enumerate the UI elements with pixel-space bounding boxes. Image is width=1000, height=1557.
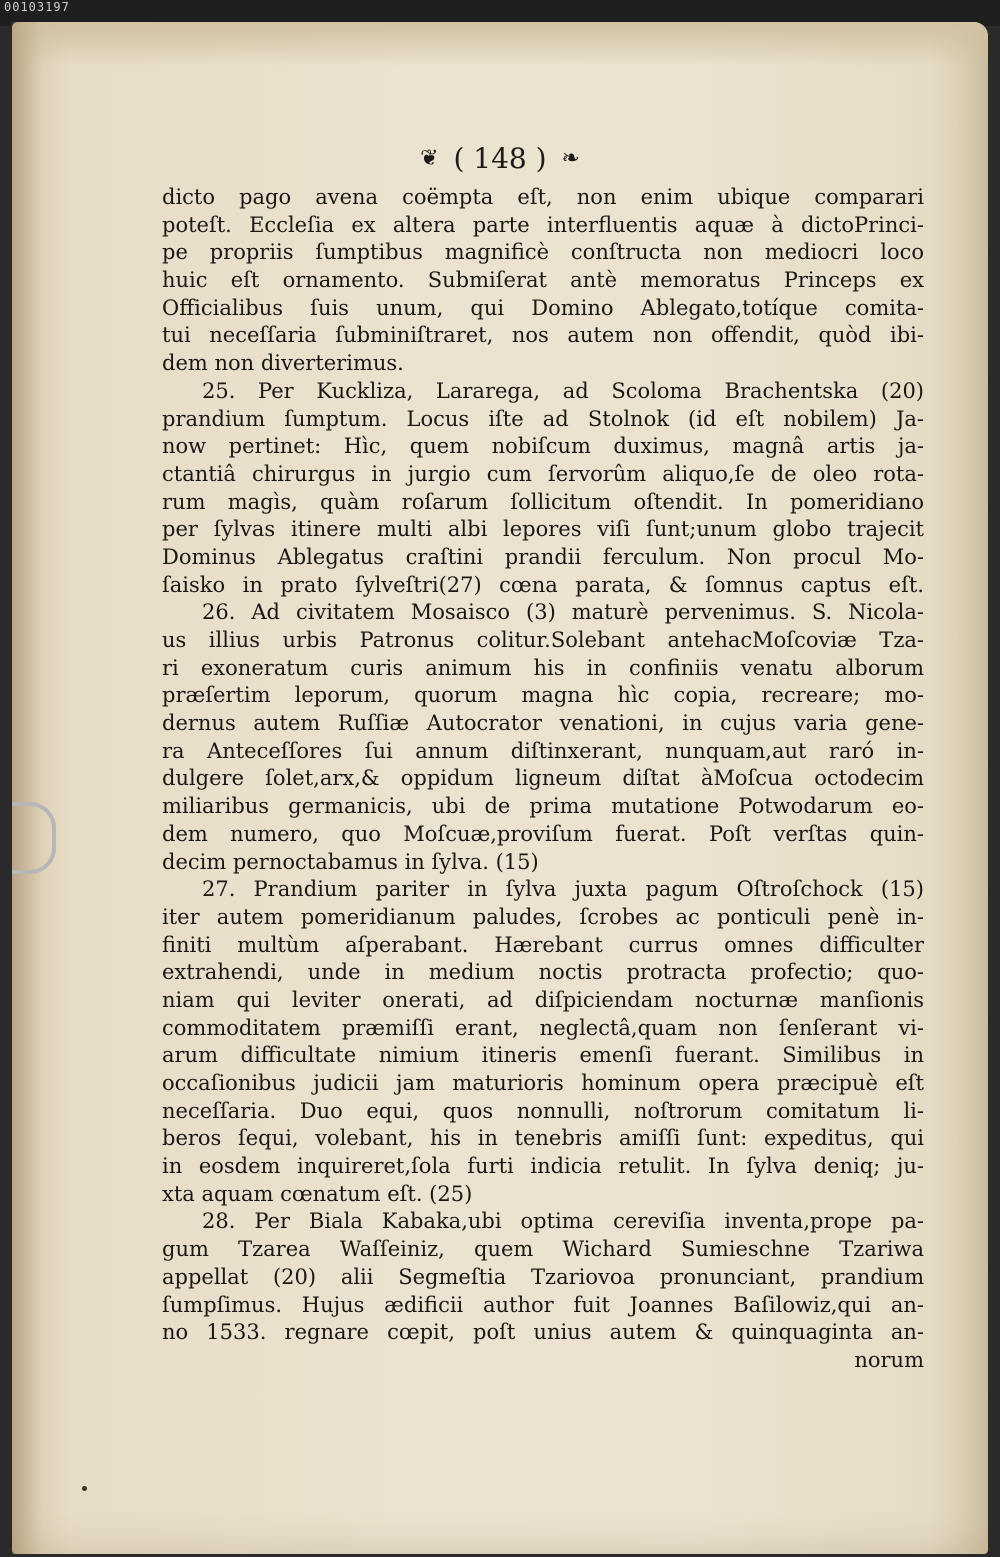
page-top-edge xyxy=(12,22,988,66)
text-line: us illius urbis Patronus colitur.Solebant antehacMoſcoviæ Tza- xyxy=(162,628,924,652)
paragraph-28-start: 28. Per Biala Kabaka,ubi optima cereviſia inventa,prope pa- xyxy=(202,1209,924,1234)
body-text xyxy=(162,184,924,1375)
catchword: norum xyxy=(854,1347,924,1372)
page-header xyxy=(0,140,1000,175)
text-line: Dominus Ablegatus craſtini prandii ferculum. Non procul Mo- xyxy=(162,544,924,569)
text-line: dulgere ſolet,arx,& oppidum ligneum diſtat àMoſcua octodecim xyxy=(162,766,924,791)
text-line: appellat (20) alii Segmeſtia Tzariovoa pronunciant, prandium xyxy=(162,1264,924,1289)
text-line: ra Anteceſſores ſui annum diſtinxerant, nunquam,aut raró in- xyxy=(162,738,924,763)
text-line: arum difficultate nimium itineris emenſi fuerant. Similibus in xyxy=(162,1043,924,1068)
text-line: ctantiâ chirurgus in jurgio cum ſervorûm aliquo,ſe de oleo rota- xyxy=(162,461,924,486)
text-line: extrahendi, unde in medium noctis protracta profectio; quo- xyxy=(162,960,924,985)
paragraph-26-start: 26. Ad civitatem Mosaisco (3) maturè pervenimus. S. Nicola- xyxy=(202,600,924,625)
text-line: now pertinet: Hìc, quem nobiſcum duximus, magnâ artis ja- xyxy=(162,434,924,459)
text-line: dem non diverterimus. xyxy=(162,351,404,376)
paragraph-25-start: 25. Per Kuckliza, Lararega, ad Scoloma Brachentska (20) xyxy=(202,378,924,403)
text-line: ri exoneratum curis animum his in confiniis venatu alborum xyxy=(162,655,924,680)
text-line: no 1533. regnare cœpit, poſt unius autem & quinquaginta an- xyxy=(162,1320,924,1345)
binding-clip-icon xyxy=(12,802,56,874)
text-line: finiti multùm aſperabant. Hærebant currus omnes difficulter xyxy=(162,932,924,957)
text-line: tui neceſſaria ſubminiſtraret, nos autem non offendit, quòd ibi- xyxy=(162,323,924,348)
text-line: xta aquam cœnatum eſt. (25) xyxy=(162,1181,473,1206)
scan-id-label: 00103197 xyxy=(4,0,70,14)
text-line: beros ſequi, volebant, his in tenebris amiſſi ſunt: expeditus, qui xyxy=(162,1126,924,1151)
text-line: ſaisko in prato ſylveſtri(27) cœna parata, & ſomnus captus eſt. xyxy=(162,572,924,597)
text-line: neceſſaria. Duo equi, quos nonnulli, noſtrorum comitatum li- xyxy=(162,1098,924,1123)
text-line: dernus autem Ruſſiæ Autocrator venationi, in cujus varia gene- xyxy=(162,711,924,736)
text-line: decim pernoctabamus in ſylva. (15) xyxy=(162,849,539,874)
text-line: iter autem pomeridianum paludes, ſcrobes ac ponticuli penè in- xyxy=(162,904,924,929)
text-line: gum Tzarea Waſſeiniz, quem Wichard Sumieschne Tzariwa xyxy=(162,1237,924,1262)
text-line: dicto pago avena coëmpta eſt, non enim ubique comparari xyxy=(162,185,924,209)
text-line: pe propriis ſumptibus magnificè conſtructa non mediocri loco xyxy=(162,240,924,265)
paragraph-27-start: 27. Prandium pariter in ſylva juxta pagum Oſtroſchock (15) xyxy=(202,877,924,902)
text-line: poteſt. Eccleſia ex altera parte interfluentis aquæ à dictoPrinci- xyxy=(162,212,924,237)
text-line: ſumpſimus. Hujus ædificii author fuit Joannes Baſilowiz,qui an- xyxy=(162,1292,924,1317)
right-ornament-icon: ❧ xyxy=(561,146,580,171)
text-line: miliaribus germanicis, ubi de prima mutatione Potwodarum eo- xyxy=(162,794,924,819)
text-line: dem numero, quo Moſcuæ,proviſum fuerat. Poſt verſtas quin- xyxy=(162,821,924,846)
text-line: niam qui leviter onerati, ad diſpiciendam nocturnæ manſionis xyxy=(162,987,924,1012)
text-line: præſertim leporum, quorum magna hìc copia, recreare; mo- xyxy=(162,683,924,708)
left-ornament-icon: ❦ xyxy=(420,146,439,171)
text-line: occaſionibus judicii jam maturioris hominum opera præcipuè eſt xyxy=(162,1071,924,1095)
page-gutter-shade xyxy=(12,22,42,1554)
text-line: rum magìs, quàm roſarum ſollicitum oſtendit. In pomeridiano xyxy=(162,489,924,514)
text-line: commoditatem præmiſſi erant, neglectâ,quam non ſenſerant vi- xyxy=(162,1015,924,1040)
text-line: per ſylvas itinere multi albi lepores viſi ſunt;unum globo trajecit xyxy=(162,517,924,542)
text-line: huic eſt ornamento. Submiſerat antè memoratus Princeps ex xyxy=(162,268,924,293)
text-line: prandium ſumptum. Locus iſte ad Stolnok (id eſt nobilem) Ja- xyxy=(162,406,924,431)
page-speck xyxy=(82,1486,87,1491)
page-number: ( 148 ) xyxy=(453,142,547,175)
text-line: Officialibus ſuis unum, qui Domino Ablegato,totíque comita- xyxy=(162,295,924,320)
text-line: in eosdem inquireret,ſola furti indicia retulit. In ſylva deniq; ju- xyxy=(162,1154,924,1179)
